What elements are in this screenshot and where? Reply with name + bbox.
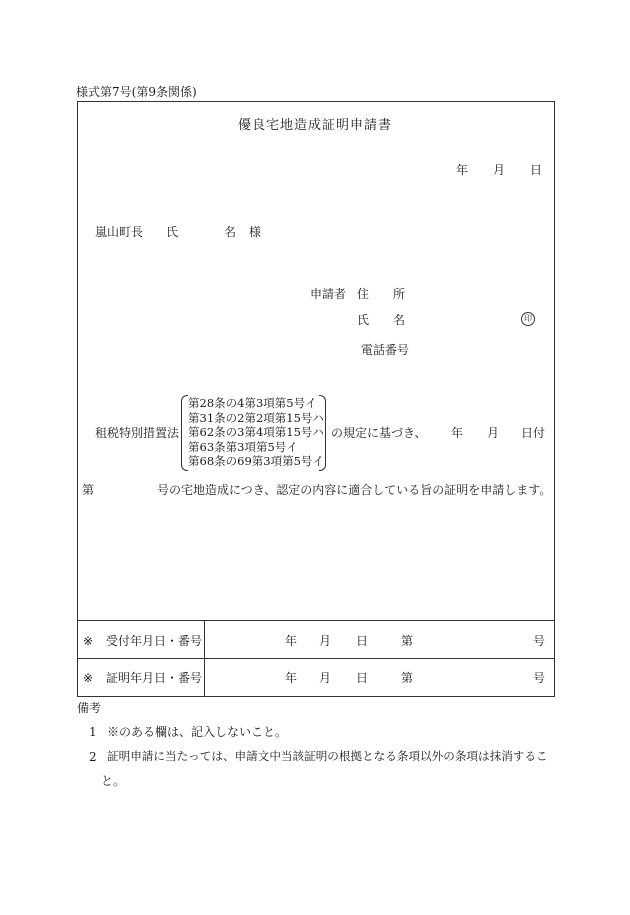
receipt-day: 日 xyxy=(356,634,369,648)
receipt-month: 月 xyxy=(319,634,332,648)
certification-go: 号 xyxy=(533,671,546,685)
law-month-label: 月 xyxy=(487,426,500,440)
certification-dai: 第 xyxy=(401,671,414,685)
addressee-mayor: 嵐山町長 xyxy=(95,225,144,239)
receipt-go: 号 xyxy=(533,634,546,648)
receipt-mark: ※ xyxy=(83,634,94,648)
left-brace xyxy=(181,395,188,471)
date-month-label: 月 xyxy=(493,163,506,177)
law-provisions-list xyxy=(188,396,324,469)
provision-item: 第31条の2第2項第15号ハ xyxy=(188,410,324,425)
certification-day: 日 xyxy=(356,671,369,685)
certification-mark: ※ xyxy=(83,671,94,685)
applicant-name-char-2: 名 xyxy=(393,313,406,327)
note-text: 証明申請に当たっては、申請文中当該証明の根拠となる条項以外の条項は抹消するこ xyxy=(107,749,548,763)
notes-heading: 備考 xyxy=(77,701,102,715)
applicant-phone-label: 電話番号 xyxy=(361,343,410,357)
provision-item: 第62条の3第4項第15号ハ xyxy=(188,425,324,440)
certification-month: 月 xyxy=(319,671,332,685)
body-sentence: 号の宅地造成につき、認定の内容に適合している旨の証明を申請します。 xyxy=(157,483,552,497)
law-year-label: 年 xyxy=(451,426,464,440)
note-number: 1 xyxy=(89,725,97,739)
provision-item: 第68条の69第3項第5号イ xyxy=(188,454,324,469)
date-year-label: 年 xyxy=(456,163,469,177)
applicant-label: 申請者 xyxy=(310,287,347,301)
date-day-label: 日 xyxy=(530,163,543,177)
row-divider xyxy=(204,621,205,658)
application-frame xyxy=(77,101,555,621)
addressee-shi: 氏 xyxy=(166,225,179,239)
note-number: 2 xyxy=(89,750,97,764)
provision-item: 第63条第3項第5号イ xyxy=(188,439,298,454)
receipt-label: 受付年月日・番号 xyxy=(106,634,203,648)
certification-year: 年 xyxy=(285,671,298,685)
addressee-mei: 名 xyxy=(224,225,237,239)
applicant-address-char-1: 住 xyxy=(357,287,370,301)
receipt-dai: 第 xyxy=(401,634,414,648)
receipt-year: 年 xyxy=(285,634,298,648)
law-day-label: 日付 xyxy=(521,426,546,440)
law-basis-text: の規定に基づき、 xyxy=(331,426,427,440)
applicant-address-char-2: 所 xyxy=(393,287,406,301)
note-text-continuation: と。 xyxy=(101,774,126,788)
law-name: 租税特別措置法 xyxy=(95,426,180,440)
form-title: 優良宅地造成証明申請書 xyxy=(237,118,392,133)
note-text: ※のある欄は、記入しないこと。 xyxy=(107,725,288,739)
applicant-name-char-1: 氏 xyxy=(357,313,370,327)
seal-icon: 印 xyxy=(521,312,535,326)
body-dai: 第 xyxy=(82,483,95,497)
form-number-label: 様式第7号(第9条関係) xyxy=(76,85,197,99)
row-divider xyxy=(204,659,205,696)
certification-label: 証明年月日・番号 xyxy=(106,671,203,685)
provision-item: 第28条の4第3項第5号イ xyxy=(188,396,317,410)
addressee-sama: 様 xyxy=(249,225,262,239)
